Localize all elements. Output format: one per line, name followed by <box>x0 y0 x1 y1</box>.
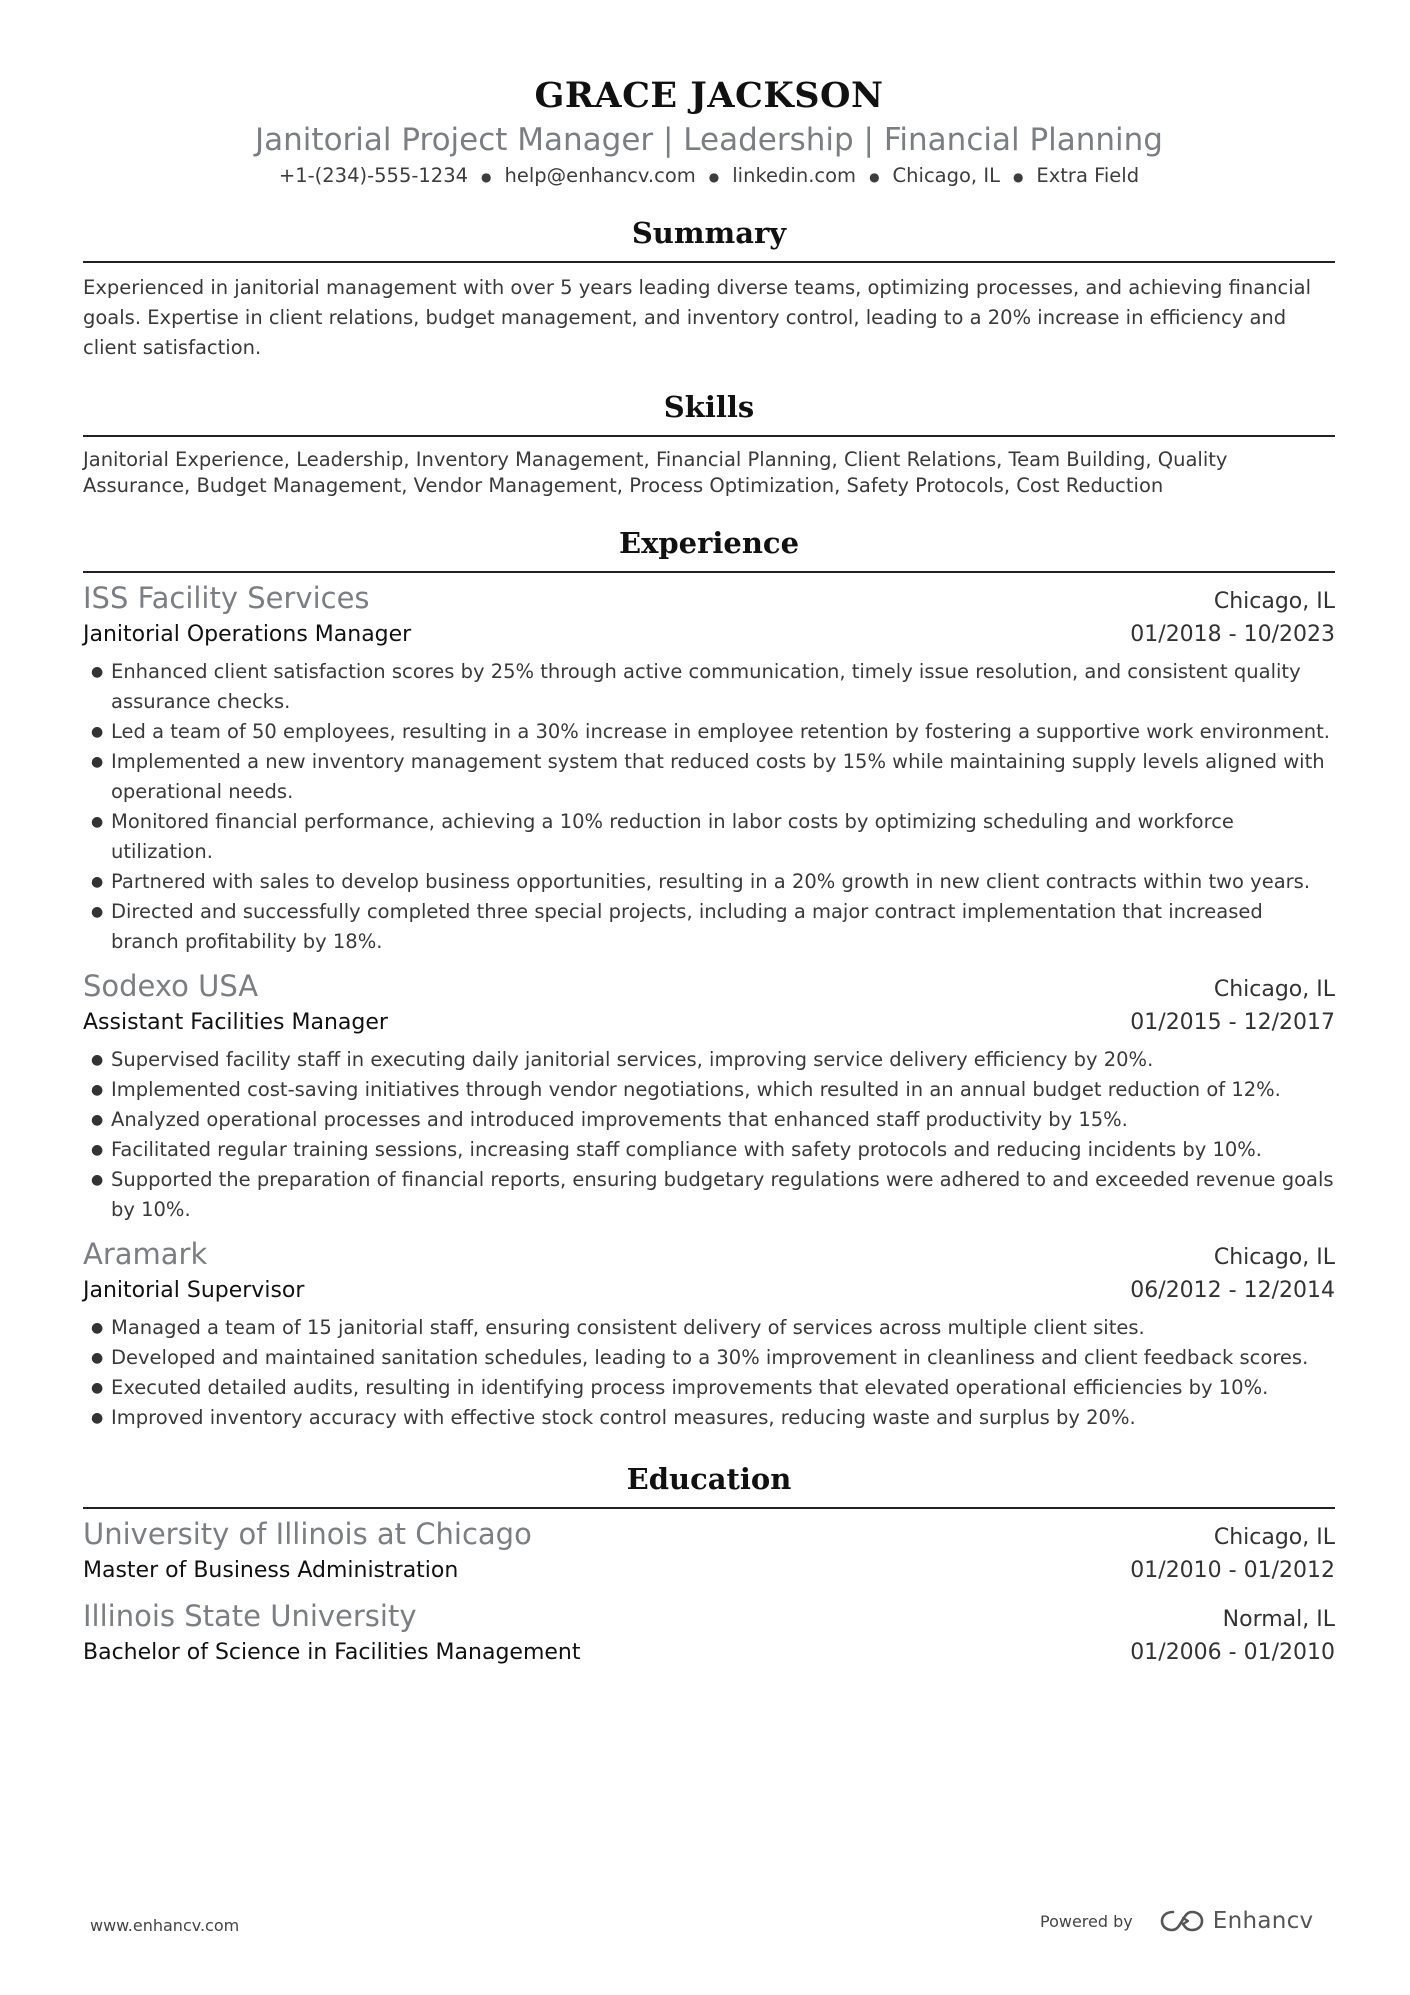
enhancv-logo[interactable] <box>1159 1908 1314 1934</box>
bullet-dot-icon: ● <box>91 1379 104 1396</box>
contact-line <box>83 162 1335 191</box>
school-location: Chicago, IL <box>1213 1524 1335 1550</box>
bullet-item <box>83 807 1335 867</box>
bullet-text: Improved inventory accuracy with effective stock control measures, reducing waste and surplus by 20%. <box>111 1405 1136 1429</box>
experience-entry <box>83 579 1335 957</box>
experience-entry <box>83 967 1335 1225</box>
job-dates: 01/2018 - 10/2023 <box>1130 621 1335 647</box>
education-section <box>83 1459 1335 1671</box>
bullet-dot-icon: ● <box>91 663 104 680</box>
contact-separator: ● <box>708 169 720 184</box>
degree: Bachelor of Science in Facilities Management <box>83 1639 581 1665</box>
bullet-item <box>83 1373 1335 1403</box>
bullet-text: Facilitated regular training sessions, increasing staff compliance with safety protocols and reducing incidents by 10%. <box>111 1137 1262 1161</box>
contact-separator: ● <box>869 169 880 184</box>
school-name: University of Illinois at Chicago <box>83 1516 532 1551</box>
section-divider <box>83 435 1335 437</box>
bullet-list <box>83 1313 1335 1433</box>
job-location: Chicago, IL <box>1213 976 1335 1002</box>
bullet-dot-icon: ● <box>91 1111 104 1128</box>
bullet-text: Directed and successfully completed three special projects, including a major contract implementation that increased branch profitability by 18%. <box>111 899 1263 953</box>
entry-subheader-row <box>83 617 1335 653</box>
education-entry <box>83 1597 1335 1671</box>
footer-branding <box>1040 1908 1313 1934</box>
bullet-text: Managed a team of 15 janitorial staff, ensuring consistent delivery of services across multiple client sites. <box>111 1315 1145 1339</box>
entry-header-row <box>83 1235 1335 1273</box>
bullet-dot-icon: ● <box>91 1349 104 1366</box>
bullet-item <box>83 1403 1335 1433</box>
bullet-dot-icon: ● <box>91 813 104 830</box>
enhancv-logo-icon <box>1159 1908 1205 1934</box>
bullet-item <box>83 1075 1335 1105</box>
entry-subheader-row <box>83 1273 1335 1309</box>
entry-subheader-row <box>83 1553 1335 1589</box>
job-location: Chicago, IL <box>1213 588 1335 614</box>
bullet-item <box>83 747 1335 807</box>
section-divider <box>83 571 1335 573</box>
experience-entry <box>83 1235 1335 1433</box>
entry-subheader-row <box>83 1635 1335 1671</box>
powered-by-label: Powered by <box>1040 1911 1133 1931</box>
bullet-dot-icon: ● <box>91 1141 104 1158</box>
company-name: ISS Facility Services <box>83 580 370 615</box>
bullet-text: Developed and maintained sanitation schedules, leading to a 30% improvement in cleanliness and client feedback scores. <box>111 1345 1309 1369</box>
section-title: Skills <box>663 389 755 424</box>
bullet-item <box>83 897 1335 957</box>
section-title: Education <box>626 1461 792 1496</box>
bullet-text: Implemented a new inventory management system that reduced costs by 15% while maintaining supply levels aligned with operational needs. <box>111 749 1325 803</box>
bullet-list <box>83 1045 1335 1225</box>
bullet-item <box>83 1045 1335 1075</box>
skills-text: Janitorial Experience, Leadership, Inventory Management, Financial Planning, Client Relations, Team Building, Quality Assurance, Budget Management, Vendor Management, Process Optimization, Safety Protocols, Cost Reduction <box>83 447 1228 497</box>
section-title: Summary <box>631 215 787 250</box>
bullet-item <box>83 717 1335 747</box>
contact-email: help@enhancv.com <box>504 164 696 187</box>
footer-website[interactable]: www.enhancv.com <box>90 1916 240 1935</box>
bullet-dot-icon: ● <box>91 1319 104 1336</box>
job-dates: 06/2012 - 12/2014 <box>1130 1277 1335 1303</box>
bullet-dot-icon: ● <box>91 873 104 890</box>
section-divider <box>83 1507 1335 1509</box>
contact-linkedin: linkedin.com <box>732 164 857 187</box>
contact-phone: +1-(234)-555-1234 <box>278 164 469 187</box>
entry-header-row <box>83 579 1335 617</box>
bullet-item <box>83 1135 1335 1165</box>
candidate-headline: Janitorial Project Manager | Leadership | Financial Planning <box>255 122 1163 158</box>
bullet-text: Partnered with sales to develop business opportunities, resulting in a 20% growth in new client contracts within two years. <box>111 869 1311 893</box>
section-divider <box>83 261 1335 263</box>
job-title: Janitorial Supervisor <box>83 1277 305 1303</box>
degree: Master of Business Administration <box>83 1557 459 1583</box>
bullet-item <box>83 1313 1335 1343</box>
job-title: Janitorial Operations Manager <box>83 621 412 647</box>
school-location: Normal, IL <box>1222 1606 1335 1632</box>
education-dates: 01/2010 - 01/2012 <box>1130 1557 1335 1583</box>
summary-section <box>83 213 1335 363</box>
candidate-name: GRACE JACKSON <box>534 75 884 116</box>
education-dates: 01/2006 - 01/2010 <box>1130 1639 1335 1665</box>
bullet-item <box>83 867 1335 897</box>
entry-header-row <box>83 967 1335 1005</box>
entry-subheader-row <box>83 1005 1335 1041</box>
resume-page <box>83 0 1335 1671</box>
bullet-list <box>83 657 1335 957</box>
contact-location: Chicago, IL <box>892 164 1000 187</box>
company-name: Aramark <box>83 1236 208 1271</box>
bullet-item <box>83 1105 1335 1135</box>
contact-separator: ● <box>1012 169 1024 184</box>
bullet-dot-icon: ● <box>91 903 104 920</box>
bullet-dot-icon: ● <box>91 723 104 740</box>
education-entry <box>83 1515 1335 1589</box>
resume-header <box>83 0 1335 191</box>
section-title: Experience <box>618 525 800 560</box>
brand-name: Enhancv <box>1212 1908 1314 1934</box>
bullet-dot-icon: ● <box>91 1081 104 1098</box>
experience-section <box>83 523 1335 1433</box>
bullet-text: Analyzed operational processes and introduced improvements that enhanced staff productivity by 15%. <box>111 1107 1128 1131</box>
job-dates: 01/2015 - 12/2017 <box>1130 1009 1335 1035</box>
company-name: Sodexo USA <box>83 968 259 1003</box>
bullet-dot-icon: ● <box>91 1171 104 1188</box>
school-name: Illinois State University <box>83 1598 417 1633</box>
bullet-text: Supported the preparation of financial reports, ensuring budgetary regulations were adhered to and exceeded revenue goals by 10%. <box>111 1167 1334 1221</box>
bullet-text: Executed detailed audits, resulting in identifying process improvements that elevated operational efficiencies by 10%. <box>111 1375 1269 1399</box>
bullet-text: Implemented cost-saving initiatives through vendor negotiations, which resulted in an annual budget reduction of 12%. <box>111 1077 1281 1101</box>
bullet-item <box>83 1343 1335 1373</box>
bullet-text: Supervised facility staff in executing daily janitorial services, improving service delivery efficiency by 20%. <box>111 1047 1154 1071</box>
entry-header-row <box>83 1597 1335 1635</box>
bullet-dot-icon: ● <box>91 1051 104 1068</box>
bullet-text: Enhanced client satisfaction scores by 25% through active communication, timely issue resolution, and consistent quality assurance checks. <box>111 659 1301 713</box>
contact-separator: ● <box>481 169 492 184</box>
bullet-item <box>83 657 1335 717</box>
entry-header-row <box>83 1515 1335 1553</box>
job-title: Assistant Facilities Manager <box>83 1009 388 1035</box>
bullet-dot-icon: ● <box>91 753 104 770</box>
bullet-dot-icon: ● <box>91 1409 104 1426</box>
bullet-text: Led a team of 50 employees, resulting in a 30% increase in employee retention by fostering a supportive work environment. <box>111 719 1331 743</box>
bullet-text: Monitored financial performance, achieving a 10% reduction in labor costs by optimizing scheduling and workforce utilization. <box>111 809 1234 863</box>
bullet-item <box>83 1165 1335 1225</box>
skills-section <box>83 387 1335 499</box>
summary-text: Experienced in janitorial management with over 5 years leading diverse teams, optimizing processes, and achieving financial goals. Expertise in client relations, budget management, and inventory control, leading to a 20% increase in efficiency and client satisfaction. <box>83 275 1312 359</box>
contact-extra: Extra Field <box>1036 164 1140 187</box>
job-location: Chicago, IL <box>1213 1244 1335 1270</box>
